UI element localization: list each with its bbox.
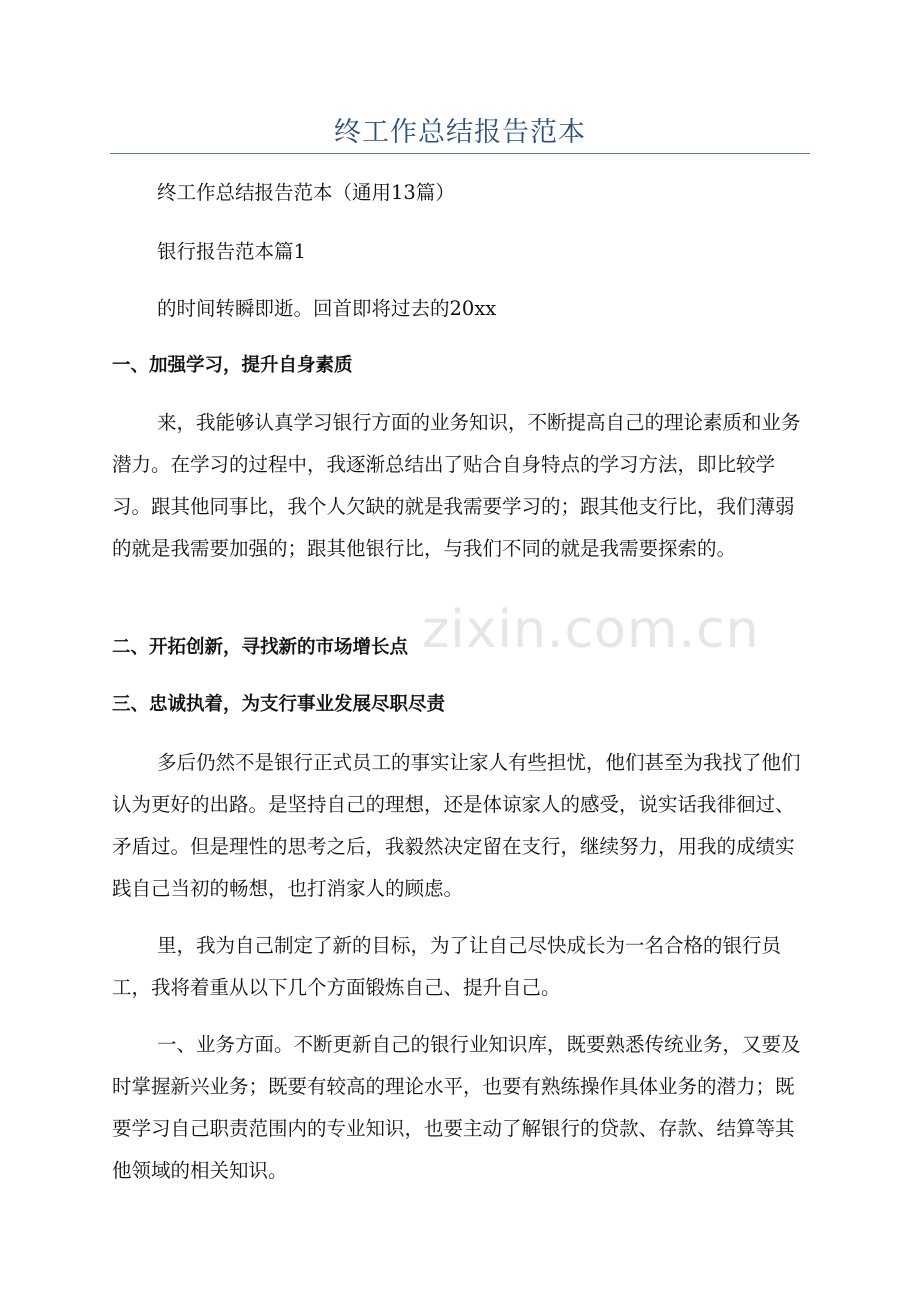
title-underline bbox=[110, 153, 810, 154]
paragraph-3: 里，我为自己制定了新的目标，为了让自己尽快成长为一名合格的银行员工，我将着重从以下几个方面锻炼自己、提升自己。 bbox=[112, 934, 782, 999]
intro-text: 的时间转瞬即逝。回首即将过去的20xx bbox=[157, 297, 497, 320]
subtitle: 终工作总结报告范本（通用13篇） bbox=[157, 181, 455, 204]
paragraph-1: 来，我能够认真学习银行方面的业务知识，不断提高自己的理论素质和业务潜力。在学习的过程中，我逐渐总结出了贴合自身特点的学习方法，即比较学习。跟其他同事比，我个人欠缺的就是我需要学习的；跟其他支行比，我们薄弱的就是我需要加强的；跟其他银行比，与我们不同的就是我需要探索的。 bbox=[112, 411, 801, 560]
paragraph-2: 多后仍然不是银行正式员工的事实让家人有些担忧，他们甚至为我找了他们认为更好的出路。是坚持自己的理想，还是体谅家人的感受，说实话我徘徊过、矛盾过。但是理性的思考之后，我毅然决定留在支行，继续努力，用我的成绩实践自己当初的畅想，也打消家人的顾虑。 bbox=[112, 751, 801, 900]
paragraph-4: 一、业务方面。不断更新自己的银行业知识库，既要熟悉传统业务，又要及时掌握新兴业务；既要有较高的理论水平，也要有熟练操作具体业务的潜力；既要学习自己职责范围内的专业知识，也要主动了解银行的贷款、存款、结算等其他领域的相关知识。 bbox=[112, 1033, 801, 1182]
section-label: 银行报告范本篇1 bbox=[157, 240, 306, 263]
heading-2: 二、开拓创新，寻找新的市场增长点 bbox=[112, 637, 409, 658]
document-title: 终工作总结报告范本 bbox=[334, 117, 586, 148]
heading-3: 三、忠诚执着，为支行事业发展尽职尽责 bbox=[112, 694, 446, 715]
watermark: zixin.com.cn bbox=[422, 600, 760, 660]
heading-1: 一、加强学习，提升自身素质 bbox=[112, 355, 353, 376]
